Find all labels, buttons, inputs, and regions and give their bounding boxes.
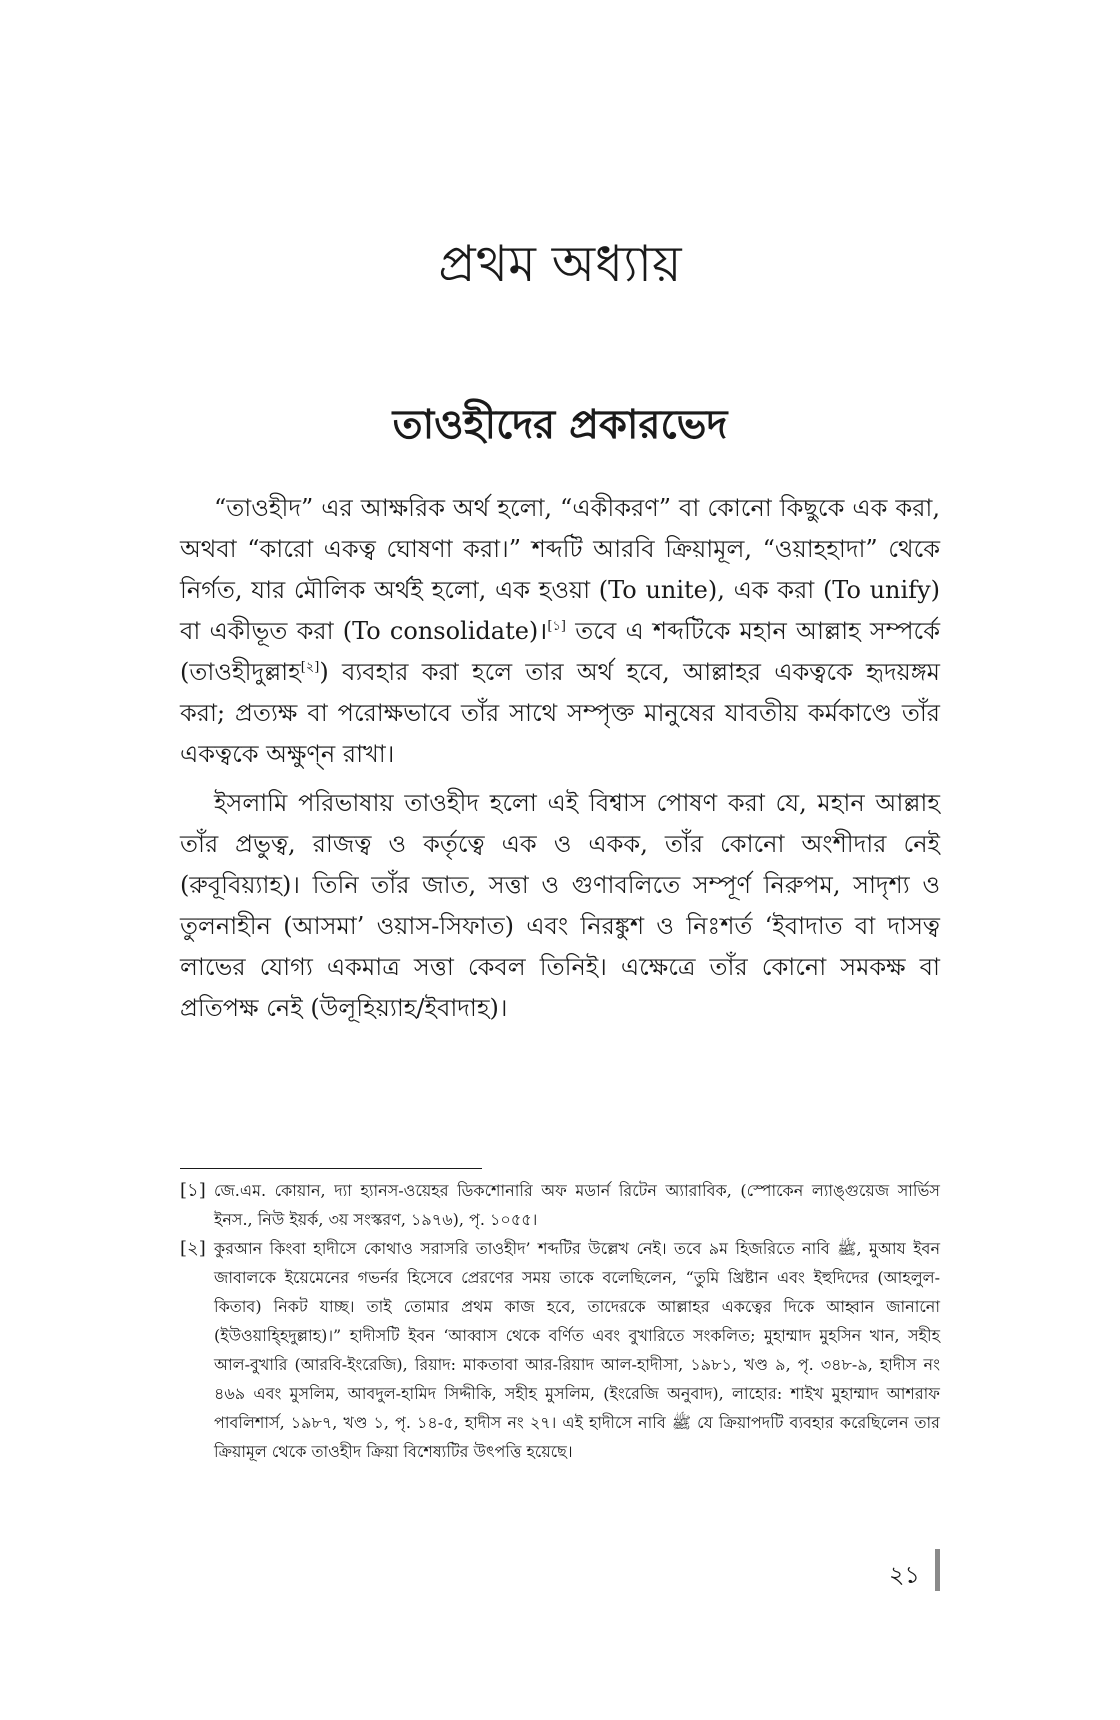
body-text (180, 488, 940, 1037)
chapter-title: প্রথম অধ্যায় (438, 235, 682, 293)
paragraph-1 (180, 488, 940, 775)
page-number: ২১ (888, 1561, 920, 1589)
footnote-1 (180, 1176, 940, 1234)
paragraph-2: ইসলামি পরিভাষায় তাওহীদ হলো এই বিশ্বাস পোষণ করা যে, মহান আল্লাহ তাঁর প্রভুত্ব, রাজত্ব ও কর্তৃত্বে এক ও একক, তাঁর কোনো অংশীদার নেই (রুবূবিয়্যাহ)। তিনি তাঁর জাত, সত্তা ও গুণাবলিতে সম্পূর্ণ নিরুপম, সাদৃশ্য ও তুলনাহীন (আসমা’ ওয়াস-সিফাত) এবং নিরঙ্কুশ ও নিঃশর্ত ‘ইবাদাত বা দাসত্ব লাভের যোগ্য একমাত্র সত্তা কেবল তিনিই। এক্ষেত্রে তাঁর কোনো সমকক্ষ বা প্রতিপক্ষ নেই (উলূহিয়্যাহ/ইবাদাহ)। (180, 789, 940, 1022)
footnote-number: [২] (180, 1238, 206, 1259)
footnote-number: [১] (180, 1180, 206, 1201)
footnote-ref-2[interactable]: [২] (300, 660, 320, 675)
paragraph-1-part-1: “তাওহীদ” এর আক্ষরিক অর্থ হলো, “একীকরণ” বা কোনো কিছুকে এক করা, অথবা “কারো একত্ব ঘোষণা করা।” শব্দটি আরবি ক্রিয়ামূল, “ওয়াহহাদা” থেকে নির্গত, যার মৌলিক অর্থই হলো, এক হওয়া (To unite), এক করা (To unify) বা একীভূত করা (To consolidate)। (180, 494, 940, 645)
paragraph-1-part-3: ) ব্যবহার করা হলে তার অর্থ হবে, আল্লাহর একত্বকে হৃদয়ঙ্গম করা; প্রত্যক্ষ বা পরোক্ষভাবে তাঁর সাথে সম্পৃক্ত মানুষের যাবতীয় কর্মকাণ্ডে তাঁর একত্বকে অক্ষুণ্ন রাখা। (180, 658, 940, 768)
footnote-2 (180, 1234, 940, 1466)
page-edge-bar (935, 1549, 940, 1591)
footnote-text: কুরআন কিংবা হাদীসে কোথাও সরাসরি তাওহীদ’ শব্দটির উল্লেখ নেই। তবে ৯ম হিজরিতে নাবি ﷺ, মুআয ইবন জাবালকে ইয়েমেনের গভর্নর হিসেবে প্রেরণের সময় তাকে বলেছিলেন, “তুমি খ্রিষ্টান এবং ইহুদিদের (আহলুল-কিতাব) নিকট যাচ্ছ। তাই তোমার প্রথম কাজ হবে, তাদেরকে আল্লাহর একত্বের দিকে আহ্বান জানানো (ইউওয়াহ্হিদুল্লাহ)।” হাদীসটি ইবন ‘আব্বাস থেকে বর্ণিত এবং বুখারিতে সংকলিত; মুহাম্মাদ মুহসিন খান, সহীহ আল-বুখারি (আরবি-ইংরেজি), রিয়াদ: মাকতাবা আর-রিয়াদ আল-হাদীসা, ১৯৮১, খণ্ড ৯, পৃ. ৩৪৮-৯, হাদীস নং ৪৬৯ এবং মুসলিম, আবদুল-হামিদ সিদ্দীকি, সহীহ মুসলিম, (ইংরেজি অনুবাদ), লাহোর: শাইখ মুহাম্মাদ আশরাফ পাবলিশার্স, ১৯৮৭, খণ্ড ১, পৃ. ১৪-৫, হাদীস নং ২৭। এই হাদীসে নাবি ﷺ যে ক্রিয়াপদটি ব্যবহার করেছিলেন তার ক্রিয়ামূল থেকে তাওহীদ ক্রিয়া বিশেষ্যটির উৎপত্তি হয়েছে। (214, 1239, 940, 1461)
footnotes (180, 1176, 940, 1466)
footnote-text: জে.এম. কোয়ান, দ্যা হ্যানস-ওয়েহর ডিকশোনারি অফ মডার্ন রিটেন অ্যারাবিক, (স্পোকেন ল্যাঙ্গুয়েজ সার্ভিস ইনস., নিউ ইয়র্ক, ৩য় সংস্করণ, ১৯৭৬), পৃ. ১০৫৫। (214, 1181, 940, 1229)
paragraph-1-part-2: তবে এ শব্দটিকে মহান আল্লাহ সম্পর্কে (তাওহীদুল্লাহ (180, 617, 940, 686)
footnote-divider (180, 1168, 482, 1169)
footnote-ref-1[interactable]: [১] (547, 619, 566, 634)
section-title: তাওহীদের প্রকারভেদ (392, 401, 728, 448)
